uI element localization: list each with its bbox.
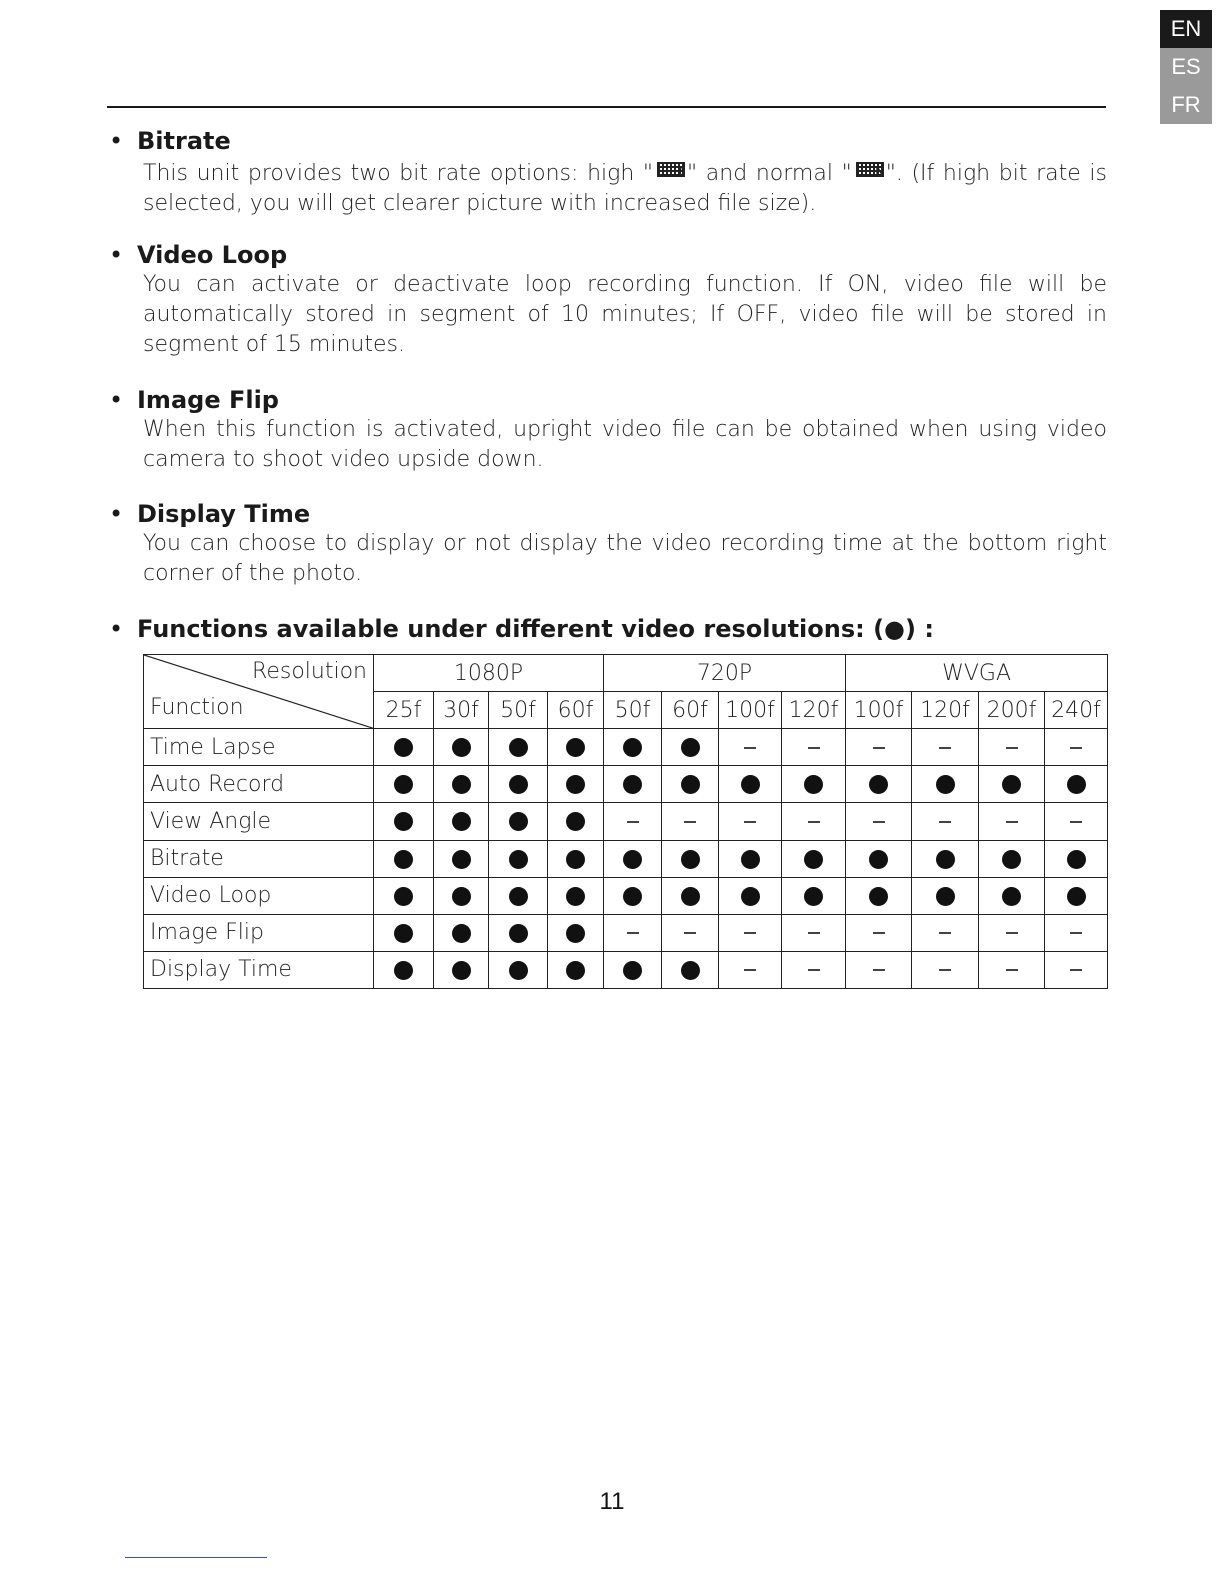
available-dot: [566, 961, 585, 980]
available-cell: [604, 877, 662, 914]
available-cell: [979, 766, 1045, 803]
section-title: • Display Time: [109, 500, 311, 528]
function-name: View Angle: [144, 803, 374, 840]
unavailable-cell: [846, 951, 912, 988]
unavailable-cell: [719, 951, 782, 988]
available-cell: [719, 766, 782, 803]
unavailable-dash: [808, 821, 820, 823]
available-dot: [1002, 775, 1021, 794]
unavailable-cell: [1045, 729, 1108, 766]
available-dot: [566, 887, 585, 906]
available-cell: [434, 803, 489, 840]
table-body: [144, 729, 1108, 989]
section-body: This unit provides two bit rate options: high " F " and normal " N ". (If high bit rate is selected, you will get clearer picture with increased file size).: [143, 158, 1107, 219]
frame-header: 120f: [912, 692, 979, 729]
available-cell: [912, 877, 979, 914]
section-title: • Bitrate: [109, 127, 231, 155]
unavailable-cell: [782, 951, 846, 988]
available-dot: [452, 775, 471, 794]
available-dot: [509, 850, 528, 869]
unavailable-dash: [684, 821, 696, 823]
unavailable-cell: [912, 729, 979, 766]
available-dot: [509, 887, 528, 906]
available-cell: [489, 803, 548, 840]
available-cell: [489, 914, 548, 951]
available-cell: [604, 840, 662, 877]
available-cell: [782, 877, 846, 914]
section-video-loop: [107, 240, 1107, 360]
available-dot: [452, 887, 471, 906]
available-cell: [719, 877, 782, 914]
lang-tab-es[interactable]: ES: [1160, 48, 1212, 86]
available-dot: [509, 775, 528, 794]
available-cell: [662, 729, 719, 766]
section-image-flip: [107, 385, 1107, 475]
frame-header: 60f: [548, 692, 604, 729]
function-name: Bitrate: [144, 840, 374, 877]
available-dot: [623, 738, 642, 757]
available-dot: [566, 775, 585, 794]
available-cell: [912, 840, 979, 877]
unavailable-dash: [627, 932, 639, 934]
available-dot: [623, 775, 642, 794]
frame-header: 100f: [719, 692, 782, 729]
available-dot: [681, 887, 700, 906]
available-dot: [452, 850, 471, 869]
available-cell: [434, 877, 489, 914]
available-dot: [623, 887, 642, 906]
group-header: WVGA: [846, 655, 1108, 692]
available-cell: [979, 840, 1045, 877]
function-name: Image Flip: [144, 914, 374, 951]
available-dot: [804, 850, 823, 869]
available-cell: [604, 729, 662, 766]
frame-header: 60f: [662, 692, 719, 729]
available-dot: [804, 887, 823, 906]
available-cell: [489, 729, 548, 766]
available-dot: [623, 961, 642, 980]
normal-bitrate-icon: N: [852, 158, 886, 184]
section-title: • Image Flip: [109, 386, 279, 414]
available-dot: [804, 775, 823, 794]
available-dot: [509, 924, 528, 943]
available-dot: [1002, 887, 1021, 906]
available-cell: [374, 840, 434, 877]
unavailable-cell: [782, 914, 846, 951]
available-dot: [741, 887, 760, 906]
available-cell: [548, 914, 604, 951]
available-dot: [936, 850, 955, 869]
unavailable-dash: [808, 747, 820, 749]
available-dot: [509, 738, 528, 757]
available-cell: [434, 766, 489, 803]
table-corner-cell: [144, 655, 374, 729]
frame-header: 30f: [434, 692, 489, 729]
available-cell: [434, 840, 489, 877]
available-dot: [1002, 850, 1021, 869]
group-header: 1080P: [374, 655, 604, 692]
frame-header: 50f: [604, 692, 662, 729]
unavailable-dash: [808, 969, 820, 971]
available-cell: [374, 729, 434, 766]
available-dot: [741, 850, 760, 869]
available-cell: [374, 766, 434, 803]
available-cell: [489, 951, 548, 988]
lang-tab-fr[interactable]: FR: [1160, 86, 1212, 124]
unavailable-cell: [604, 914, 662, 951]
available-dot: [566, 850, 585, 869]
unavailable-cell: [912, 803, 979, 840]
available-cell: [662, 877, 719, 914]
available-dot: [394, 850, 413, 869]
available-dot: [452, 738, 471, 757]
unavailable-dash: [1006, 969, 1018, 971]
unavailable-dash: [744, 821, 756, 823]
table-row: [144, 766, 1108, 803]
top-divider: [107, 106, 1106, 108]
available-dot: [869, 775, 888, 794]
unavailable-dash: [1070, 747, 1082, 749]
available-dot: [566, 924, 585, 943]
table-row: [144, 877, 1108, 914]
function-name: Auto Record: [144, 766, 374, 803]
available-cell: [434, 914, 489, 951]
available-cell: [489, 766, 548, 803]
section-display-time: [107, 499, 1107, 589]
unavailable-cell: [719, 914, 782, 951]
table-row: [144, 951, 1108, 988]
available-dot: [394, 887, 413, 906]
available-cell: [548, 766, 604, 803]
function-name: Time Lapse: [144, 729, 374, 766]
unavailable-dash: [873, 969, 885, 971]
high-bitrate-icon: F: [653, 158, 687, 184]
available-cell: [979, 877, 1045, 914]
unavailable-dash: [1006, 747, 1018, 749]
available-cell: [719, 840, 782, 877]
available-cell: [374, 877, 434, 914]
available-dot: [566, 812, 585, 831]
available-cell: [1045, 766, 1108, 803]
available-cell: [548, 951, 604, 988]
available-dot: [394, 812, 413, 831]
available-cell: [662, 951, 719, 988]
unavailable-dash: [939, 969, 951, 971]
unavailable-cell: [782, 729, 846, 766]
unavailable-dash: [744, 747, 756, 749]
unavailable-dash: [1070, 821, 1082, 823]
unavailable-cell: [1045, 951, 1108, 988]
unavailable-cell: [1045, 914, 1108, 951]
unavailable-dash: [1070, 932, 1082, 934]
section-title: • Functions available under different video resolutions: (●) :: [109, 615, 934, 643]
available-dot: [681, 961, 700, 980]
available-cell: [489, 877, 548, 914]
unavailable-cell: [979, 803, 1045, 840]
unavailable-dash: [744, 932, 756, 934]
available-dot: [741, 775, 760, 794]
available-cell: [548, 877, 604, 914]
available-cell: [548, 803, 604, 840]
lang-tab-en[interactable]: EN: [1160, 10, 1212, 48]
unavailable-cell: [662, 803, 719, 840]
section-functions: [107, 614, 1107, 644]
corner-resolution-label: Resolution: [252, 659, 367, 684]
available-dot: [394, 738, 413, 757]
unavailable-dash: [744, 969, 756, 971]
unavailable-cell: [604, 803, 662, 840]
section-body: You can activate or deactivate loop recording function. If ON, video file will be automatically stored in segment of 10 minutes; If OFF, video file will be stored in segment of 15 minutes.: [143, 272, 1107, 357]
section-body: You can choose to display or not display the video recording time at the bottom right corner of the photo.: [143, 531, 1107, 586]
available-cell: [374, 951, 434, 988]
unavailable-cell: [846, 729, 912, 766]
table-row: [144, 729, 1108, 766]
available-dot: [1067, 775, 1086, 794]
unavailable-dash: [684, 932, 696, 934]
unavailable-dash: [939, 747, 951, 749]
unavailable-dash: [1070, 969, 1082, 971]
unavailable-cell: [846, 803, 912, 840]
available-cell: [604, 766, 662, 803]
unavailable-dash: [808, 932, 820, 934]
frame-header: 100f: [846, 692, 912, 729]
available-cell: [604, 951, 662, 988]
available-cell: [846, 766, 912, 803]
frame-header: 200f: [979, 692, 1045, 729]
function-name: Video Loop: [144, 877, 374, 914]
frame-header: 50f: [489, 692, 548, 729]
available-dot: [1067, 887, 1086, 906]
resolution-table: [143, 654, 1108, 989]
unavailable-dash: [873, 747, 885, 749]
section-title: • Video Loop: [109, 241, 288, 269]
table-row: [144, 840, 1108, 877]
unavailable-dash: [627, 821, 639, 823]
available-dot: [452, 924, 471, 943]
available-cell: [846, 877, 912, 914]
available-cell: [662, 840, 719, 877]
available-dot: [936, 887, 955, 906]
table-row: [144, 914, 1108, 951]
available-cell: [434, 951, 489, 988]
available-cell: [662, 766, 719, 803]
unavailable-cell: [979, 729, 1045, 766]
available-dot: [509, 961, 528, 980]
frame-header: 25f: [374, 692, 434, 729]
available-dot: [681, 738, 700, 757]
available-cell: [782, 766, 846, 803]
frame-header: 240f: [1045, 692, 1108, 729]
unavailable-cell: [1045, 803, 1108, 840]
available-cell: [434, 729, 489, 766]
frame-header: 120f: [782, 692, 846, 729]
available-dot: [509, 812, 528, 831]
unavailable-dash: [1006, 932, 1018, 934]
available-dot: [623, 850, 642, 869]
available-cell: [489, 840, 548, 877]
unavailable-dash: [939, 932, 951, 934]
corner-function-label: Function: [150, 695, 244, 721]
available-dot: [681, 850, 700, 869]
available-cell: [1045, 877, 1108, 914]
available-dot: [394, 961, 413, 980]
table-row: [144, 803, 1108, 840]
available-dot: [452, 812, 471, 831]
language-tabs: [1160, 10, 1212, 124]
available-dot: [1067, 850, 1086, 869]
available-cell: [374, 914, 434, 951]
unavailable-cell: [662, 914, 719, 951]
section-bitrate: [107, 126, 1107, 219]
unavailable-dash: [873, 821, 885, 823]
page-number: 11: [599, 1488, 625, 1515]
unavailable-cell: [846, 914, 912, 951]
unavailable-cell: [719, 803, 782, 840]
available-cell: [548, 729, 604, 766]
available-dot: [936, 775, 955, 794]
available-cell: [782, 840, 846, 877]
available-cell: [912, 766, 979, 803]
available-dot: [566, 738, 585, 757]
available-cell: [1045, 840, 1108, 877]
unavailable-dash: [873, 932, 885, 934]
unavailable-cell: [782, 803, 846, 840]
unavailable-dash: [1006, 821, 1018, 823]
unavailable-cell: [979, 951, 1045, 988]
group-header: 720P: [604, 655, 846, 692]
unavailable-dash: [939, 821, 951, 823]
available-dot: [681, 775, 700, 794]
available-dot: [452, 961, 471, 980]
unavailable-cell: [912, 951, 979, 988]
available-dot: [869, 850, 888, 869]
function-name: Display Time: [144, 951, 374, 988]
footer-line: [125, 1557, 267, 1558]
unavailable-cell: [719, 729, 782, 766]
available-dot: [869, 887, 888, 906]
available-cell: [374, 803, 434, 840]
available-dot: [394, 924, 413, 943]
section-body: When this function is activated, upright video file can be obtained when using video camera to shoot video upside down.: [143, 417, 1107, 472]
unavailable-cell: [979, 914, 1045, 951]
available-dot: [394, 775, 413, 794]
available-cell: [548, 840, 604, 877]
unavailable-cell: [912, 914, 979, 951]
available-cell: [846, 840, 912, 877]
